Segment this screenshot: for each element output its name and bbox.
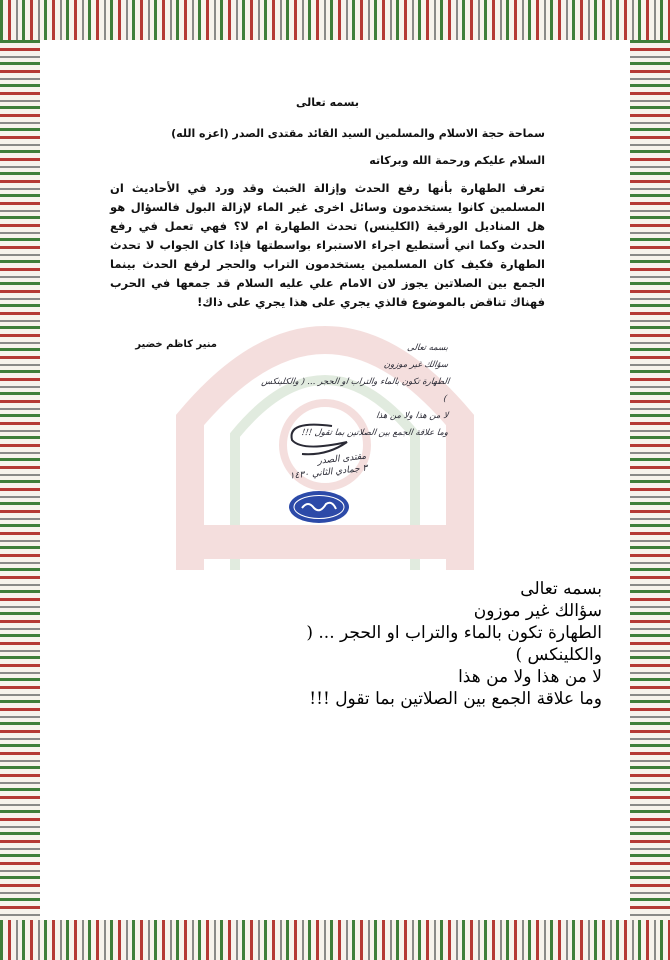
decorative-border-left (0, 40, 40, 920)
handwritten-line: سؤالك غير موزون (383, 360, 449, 370)
handwritten-line: لا من هذا ولا من هذا (375, 411, 449, 421)
signature-name-line: مقتدى الصدر (317, 451, 367, 467)
answer-line: لا من هذا ولا من هذا (458, 667, 602, 687)
letter-sender-name: منير كاظم خضير (135, 339, 217, 350)
answer-transcription (260, 578, 602, 710)
decorative-border-top (0, 0, 670, 40)
question-letter (110, 96, 545, 312)
answer-line: بسمه تعالى (520, 579, 602, 599)
signature-date-line: ٣ جمادي الثاني ١٤٣٠ (289, 463, 368, 482)
handwritten-line: وما علاقة الجمع بين الصلاتين بما تقول !!! (301, 428, 449, 438)
handwritten-line: بسمه تعالى (406, 343, 449, 353)
decorative-border-bottom (0, 920, 670, 960)
answer-line: سؤالك غير موزون (473, 601, 602, 621)
answer-line: وما علاقة الجمع بين الصلاتين بما تقول !!! (309, 689, 602, 709)
handwritten-line: الطهارة تكون بالماء والتراب او الحجر ... ( والكلينكس ) (260, 377, 450, 404)
letter-body: تعرف الطهارة بأنها رفع الحدث وإزالة الخبث وقد ورد في الأحاديث ان المسلمين كانوا يستخدمون وسائل اخرى غير الماء لإزالة البول فالسؤال هو هل المناديل الورقية (الكلينس) تحدث الطهارة ام لا؟ فهي تعمل في رفع الحدث وكما اني أستطيع اجراء الاستبراء بواسطتها فإذا كان الجواب لا تحدث الطهارة فكيف كان المسلمين يستخدمون التراب والحجر لرفع الحدث بينما الجمع بين الصلاتين يجوز لان الامام علي عليه السلام قد جمعها في الحرب فهناك تناقض بالموضوع فالذي يجري على هذا يجري على ذاك! (110, 181, 545, 309)
official-seal (288, 490, 350, 524)
decorative-border-right (630, 40, 670, 920)
letter-basmala: بسمه تعالى (296, 96, 359, 109)
letter-greeting: السلام عليكم ورحمة الله وبركاته (369, 154, 545, 167)
letter-addressee: سماحة حجة الاسلام والمسلمين السيد القائد مقتدى الصدر (اعزه الله) (171, 127, 545, 140)
answer-line: الطهارة تكون بالماء والتراب او الحجر ... ( والكلينكس ) (306, 623, 602, 665)
